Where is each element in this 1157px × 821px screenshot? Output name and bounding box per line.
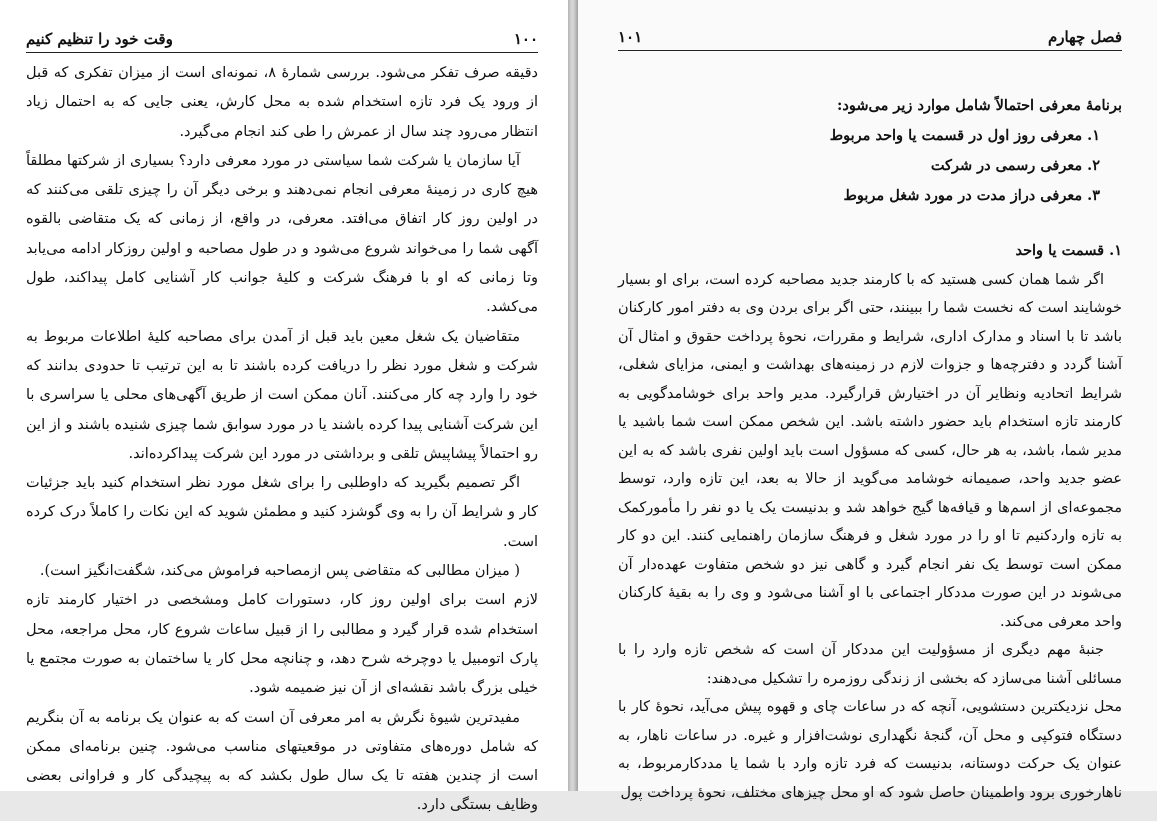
paragraph: دقیقه صرف تفکر می‌شود. بررسی شمارهٔ ۸، نمونه‌ای است از میزان تفکری که قبل از ورود یک فرد تازه استخدام شده به محل کارش، یعنی جایی که به احتمال زیاد انتظار می‌رود چند سال از عمرش را طی کند انجام می‌گیرد.	[26, 65, 538, 140]
paragraph: ( میزان مطالبی که متقاضی پس ازمصاحبه فراموش می‌کند، شگفت‌انگیز است).	[39, 563, 520, 580]
paragraph: مفیدترین شیوهٔ نگرش به امر معرفی آن است که به عنوان یک برنامه به آن بنگریم که شامل دوره‌های متفاوتی در موقعیتهای مناسب می‌شود. چنین برنامه‌ای ممکن است از چندین هفته تا یک سال طول بکشد که به پیچیدگی کار و فراوانی بعضی وظایف بستگی دارد.	[26, 709, 538, 814]
left-page	[0, 0, 568, 814]
running-title: وقت خود را تنظیم کنیم	[26, 30, 173, 48]
list-item: ۱. معرفی روز اول در قسمت یا واحد مربوط	[829, 127, 1100, 144]
page-header	[618, 28, 1122, 51]
paragraph: اگر شما همان کسی هستید که با کارمند جدید مصاحبه کرده است، برای او بسیار خوشایند است که نخست شما را ببینند، حتی اگر برای بردن وی به دفتر امور کارکنان باشد تا با اسناد و مدارک اداری، شرایط و مقررات، نحوهٔ پرداخت حقوق و امثال آن آشنا گردد و دفترچه‌ها و جزوات لازم در زمینه‌های بهداشت و ایمنی، مزایای شغلی، شرایط اتحادیه ونظایر آن در اختیارش قرارگیرد. مدیر واحد برای خوشامدگویی به کارمند تازه استخدام باید حضور داشته باشد. این شخص ممکن است شما باشید یا مدیر شما، باشد، به هر حال، کسی که مسؤول است باید اولین نفری باشد که به این عضو جدید واحد، صمیمانه خوشامد می‌گوید از حالا به بعد، این تازه وارد، توسط مجموعه‌ای از اسم‌ها و قیافه‌ها گیج خواهد شد و بدنیست یک یا دو نفر را مأمورکمک به تازه واردکنیم تا او را در مورد شغل و فرهنگ سازمان راهنمایی کنند. این دو کار ممکن است توسط یک نفر انجام گیرد و گاهی نیز دو شخص متفاوت عهده‌دار آن می‌شوند در این صورت مددکار اجتماعی با او آشنا می‌شود و وی را به بقیهٔ کارکنان واحد معرفی می‌کند.	[618, 271, 1122, 630]
page-number: ۱۰۰	[513, 30, 538, 48]
page-body	[618, 91, 1122, 807]
list-item: ۲. معرفی رسمی در شرکت	[930, 157, 1100, 174]
paragraph: محل نزدیکترین دستشویی، آنچه که در ساعات چای و قهوه پیش می‌آید، نحوهٔ کار با دستگاه فتوکپی و محل آن، گنجهٔ نگهداری نوشت‌افزار و غیره. در ساعات ناهار، به عنوان یک حرکت دوستانه، بدنیست که فرد تازه وارد با شما یا مددکارمربوط، به ناهارخوری برود واطمینان حاصل شود که او محل چیزهای مختلف، نحوهٔ پرداخت پول	[618, 699, 1122, 801]
paragraph: آیا سازمان یا شرکت شما سیاستی در مورد معرفی دارد؟ بسیاری از شرکتها مطلقاً هیچ کاری در زمینهٔ معرفی انجام نمی‌دهند و برخی دیگر آن را چیزی تلقی می‌کنند که در اولین روز کار اتفاق می‌افتد. معرفی، در واقع، از زمانی که یک متقاضی بالقوه آگهی شما را می‌خواند شروع می‌شود و در طول مصاحبه و اولین روزکار ادامه می‌یابد وتا زمانی که او با فرهنگ شرکت و کلیهٔ جوانب کار آشنایی کامل پیداکند، طول می‌کشد.	[26, 152, 538, 316]
right-page	[578, 0, 1157, 801]
page-header	[26, 30, 538, 53]
running-title: فصل چهارم	[1047, 28, 1122, 46]
paragraph: لازم است برای اولین روز کار، دستورات کامل ومشخصی در اختیار کارمند تازه استخدام شده قرار گیرد و مطالبی را از قبیل ساعات شروع کار، محل مراجعه، محل پارک اتومبیل یا دوچرخه شرح دهد، و چنانچه محل کار یا ساختمان به صورت مجتمع یا خیلی بزرگ باشد نقشه‌ای از آن نیز ضمیمه شود.	[26, 592, 538, 697]
section-heading: ۱. قسمت یا واحد	[1015, 242, 1122, 259]
paragraph: اگر تصمیم بگیرید که داوطلبی را برای شغل مورد نظر استخدام کنید باید جزئیات کار و شرایط آن را به وی گوشزد کنید و مطمئن شوید که این نکات را کاملاً درک کرده است.	[26, 475, 538, 550]
paragraph: متقاضیان یک شغل معین باید قبل از آمدن برای مصاحبه کلیهٔ اطلاعات مربوط به شرکت و شغل مورد نظر را دریافت کرده باشند تا به این ترتیب تا حدودی بدانند که خود را وارد چه کار می‌کنند. آنان ممکن است از طریق آگهی‌های محلی یا سراسری با این شرکت آشنایی پیدا کرده باشند یا در مورد سوابق شما چیزی شنیده باشند و از این رو احتمالاً پیشاپیش تلقی و برداشتی در مورد این شرکت پیداکرده‌اند.	[26, 328, 538, 462]
list-intro: برنامهٔ معرفی احتمالاً شامل موارد زیر می‌شود:	[837, 97, 1122, 114]
page-number: ۱۰۱	[618, 28, 643, 46]
paragraph: جنبهٔ مهم دیگری از مسؤولیت این مددکار آن است که شخص تازه وارد را با مسائلی آشنا می‌سازد که بخشی از زندگی روزمره را تشکیل می‌دهند:	[618, 642, 1122, 687]
book-gutter	[568, 0, 578, 791]
page-body	[26, 59, 538, 821]
list-item: ۳. معرفی دراز مدت در مورد شغل مربوط	[843, 187, 1100, 204]
